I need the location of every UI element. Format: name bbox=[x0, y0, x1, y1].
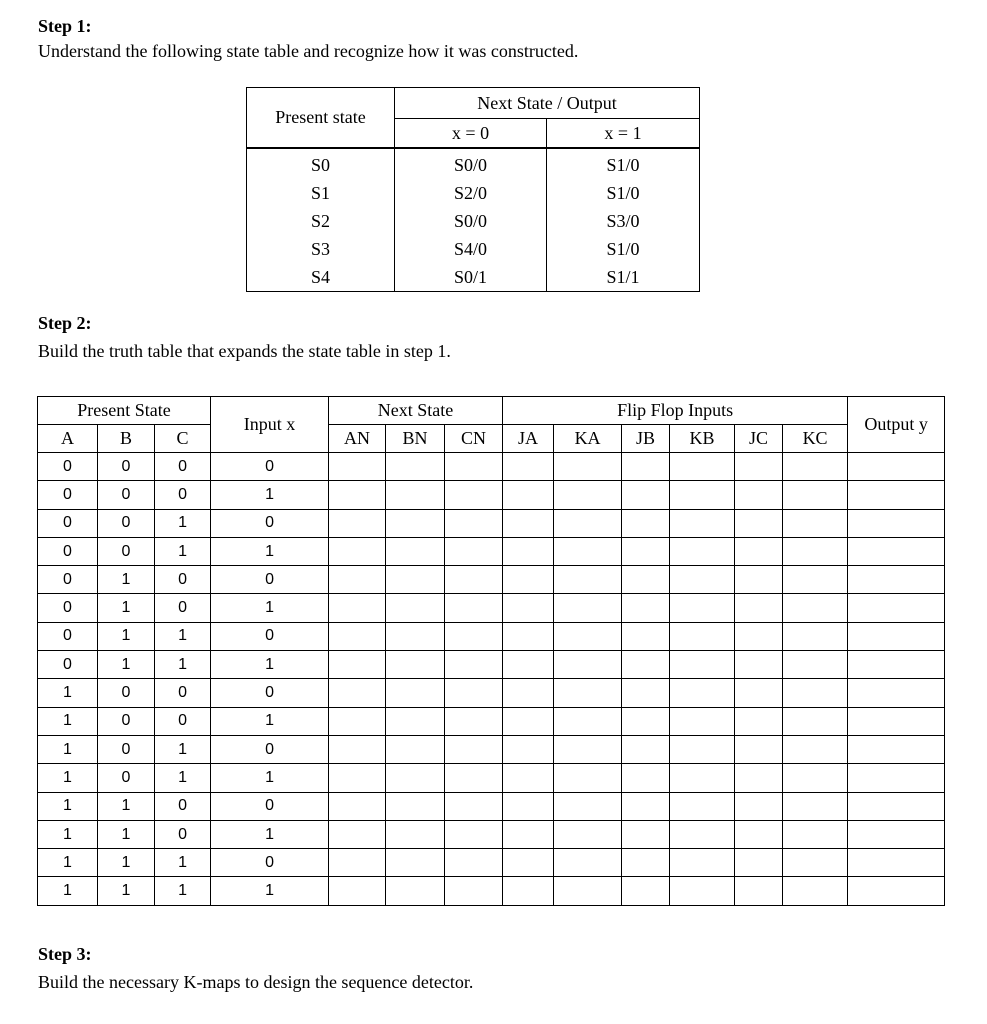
empty-cell bbox=[554, 764, 622, 792]
empty-cell bbox=[783, 735, 848, 763]
cell-c: 1 bbox=[155, 849, 211, 877]
empty-cell bbox=[503, 849, 554, 877]
cell-a: 1 bbox=[38, 764, 98, 792]
empty-cell bbox=[735, 651, 783, 679]
state-cell: S1 bbox=[247, 179, 395, 207]
cell-b: 0 bbox=[98, 481, 155, 509]
empty-cell bbox=[445, 651, 503, 679]
table-row bbox=[38, 792, 945, 820]
empty-cell bbox=[329, 594, 386, 622]
empty-cell bbox=[329, 537, 386, 565]
empty-cell bbox=[670, 481, 735, 509]
step1-text: Understand the following state table and recognize how it was constructed. bbox=[38, 41, 579, 61]
cell-b: 1 bbox=[98, 566, 155, 594]
empty-cell bbox=[783, 537, 848, 565]
state-table-row bbox=[247, 235, 700, 263]
empty-cell bbox=[445, 820, 503, 848]
empty-cell bbox=[554, 481, 622, 509]
cell-c: 0 bbox=[155, 481, 211, 509]
empty-cell bbox=[386, 481, 445, 509]
empty-cell bbox=[783, 509, 848, 537]
empty-cell bbox=[735, 594, 783, 622]
col-ja: JA bbox=[503, 425, 554, 453]
table-row bbox=[38, 764, 945, 792]
step3-text: Build the necessary K-maps to design the sequence detector. bbox=[38, 972, 474, 992]
empty-cell bbox=[622, 566, 670, 594]
empty-cell bbox=[848, 764, 945, 792]
empty-cell bbox=[329, 707, 386, 735]
empty-cell bbox=[329, 877, 386, 905]
state-table-header-x0: x = 0 bbox=[395, 119, 547, 149]
state-table-row bbox=[247, 179, 700, 207]
empty-cell bbox=[329, 566, 386, 594]
empty-cell bbox=[735, 849, 783, 877]
empty-cell bbox=[735, 764, 783, 792]
empty-cell bbox=[503, 453, 554, 481]
cell-input-x: 0 bbox=[211, 849, 329, 877]
step1-title: Step 1: bbox=[38, 16, 92, 36]
next-x0-cell: S4/0 bbox=[395, 235, 547, 263]
empty-cell bbox=[670, 537, 735, 565]
empty-cell bbox=[329, 651, 386, 679]
empty-cell bbox=[622, 877, 670, 905]
next-x1-cell: S1/0 bbox=[547, 179, 700, 207]
col-c: C bbox=[155, 425, 211, 453]
empty-cell bbox=[735, 481, 783, 509]
empty-cell bbox=[735, 537, 783, 565]
empty-cell bbox=[554, 651, 622, 679]
cell-c: 1 bbox=[155, 509, 211, 537]
empty-cell bbox=[503, 622, 554, 650]
empty-cell bbox=[622, 735, 670, 763]
empty-cell bbox=[783, 849, 848, 877]
table-row bbox=[38, 707, 945, 735]
state-table-row bbox=[247, 263, 700, 292]
empty-cell bbox=[735, 679, 783, 707]
cell-a: 1 bbox=[38, 849, 98, 877]
empty-cell bbox=[329, 820, 386, 848]
header-input-x: Input x bbox=[211, 397, 329, 453]
empty-cell bbox=[386, 764, 445, 792]
state-table-header-present: Present state bbox=[247, 88, 395, 149]
empty-cell bbox=[445, 849, 503, 877]
cell-c: 1 bbox=[155, 877, 211, 905]
empty-cell bbox=[386, 622, 445, 650]
cell-b: 1 bbox=[98, 849, 155, 877]
empty-cell bbox=[622, 792, 670, 820]
state-cell: S2 bbox=[247, 207, 395, 235]
empty-cell bbox=[386, 509, 445, 537]
empty-cell bbox=[386, 679, 445, 707]
state-table-header-x1: x = 1 bbox=[547, 119, 700, 149]
empty-cell bbox=[503, 594, 554, 622]
empty-cell bbox=[783, 481, 848, 509]
empty-cell bbox=[670, 509, 735, 537]
empty-cell bbox=[503, 481, 554, 509]
empty-cell bbox=[503, 707, 554, 735]
empty-cell bbox=[445, 537, 503, 565]
cell-b: 0 bbox=[98, 537, 155, 565]
empty-cell bbox=[386, 820, 445, 848]
empty-cell bbox=[329, 481, 386, 509]
empty-cell bbox=[783, 622, 848, 650]
empty-cell bbox=[503, 792, 554, 820]
empty-cell bbox=[783, 453, 848, 481]
empty-cell bbox=[445, 509, 503, 537]
empty-cell bbox=[622, 707, 670, 735]
empty-cell bbox=[329, 735, 386, 763]
cell-a: 0 bbox=[38, 622, 98, 650]
cell-a: 1 bbox=[38, 707, 98, 735]
empty-cell bbox=[848, 651, 945, 679]
empty-cell bbox=[445, 594, 503, 622]
cell-input-x: 0 bbox=[211, 453, 329, 481]
empty-cell bbox=[554, 792, 622, 820]
empty-cell bbox=[670, 792, 735, 820]
empty-cell bbox=[503, 509, 554, 537]
cell-input-x: 1 bbox=[211, 537, 329, 565]
empty-cell bbox=[386, 849, 445, 877]
cell-b: 0 bbox=[98, 735, 155, 763]
cell-b: 0 bbox=[98, 679, 155, 707]
empty-cell bbox=[783, 707, 848, 735]
next-x0-cell: S2/0 bbox=[395, 179, 547, 207]
empty-cell bbox=[445, 735, 503, 763]
empty-cell bbox=[386, 651, 445, 679]
header-next-state: Next State bbox=[329, 397, 503, 425]
empty-cell bbox=[622, 679, 670, 707]
table-row bbox=[38, 453, 945, 481]
empty-cell bbox=[329, 849, 386, 877]
cell-c: 1 bbox=[155, 537, 211, 565]
col-cn: CN bbox=[445, 425, 503, 453]
empty-cell bbox=[848, 707, 945, 735]
empty-cell bbox=[554, 707, 622, 735]
cell-b: 1 bbox=[98, 651, 155, 679]
next-x0-cell: S0/0 bbox=[395, 148, 547, 179]
cell-c: 1 bbox=[155, 622, 211, 650]
cell-a: 0 bbox=[38, 509, 98, 537]
cell-c: 0 bbox=[155, 707, 211, 735]
empty-cell bbox=[386, 453, 445, 481]
empty-cell bbox=[783, 594, 848, 622]
empty-cell bbox=[848, 566, 945, 594]
cell-a: 0 bbox=[38, 537, 98, 565]
cell-c: 1 bbox=[155, 764, 211, 792]
cell-c: 0 bbox=[155, 792, 211, 820]
next-x0-cell: S0/1 bbox=[395, 263, 547, 292]
empty-cell bbox=[329, 764, 386, 792]
empty-cell bbox=[503, 651, 554, 679]
empty-cell bbox=[329, 622, 386, 650]
cell-c: 1 bbox=[155, 651, 211, 679]
empty-cell bbox=[445, 764, 503, 792]
empty-cell bbox=[622, 651, 670, 679]
empty-cell bbox=[554, 679, 622, 707]
empty-cell bbox=[848, 679, 945, 707]
empty-cell bbox=[783, 679, 848, 707]
empty-cell bbox=[329, 509, 386, 537]
cell-b: 1 bbox=[98, 792, 155, 820]
empty-cell bbox=[622, 453, 670, 481]
col-kb: KB bbox=[670, 425, 735, 453]
empty-cell bbox=[329, 453, 386, 481]
empty-cell bbox=[735, 566, 783, 594]
empty-cell bbox=[554, 877, 622, 905]
empty-cell bbox=[670, 566, 735, 594]
cell-b: 1 bbox=[98, 877, 155, 905]
col-a: A bbox=[38, 425, 98, 453]
cell-input-x: 1 bbox=[211, 481, 329, 509]
step3-title: Step 3: bbox=[38, 944, 92, 964]
cell-b: 0 bbox=[98, 509, 155, 537]
col-an: AN bbox=[329, 425, 386, 453]
header-present-state: Present State bbox=[38, 397, 211, 425]
truth-table bbox=[37, 396, 945, 906]
cell-b: 1 bbox=[98, 594, 155, 622]
empty-cell bbox=[670, 622, 735, 650]
cell-input-x: 1 bbox=[211, 820, 329, 848]
empty-cell bbox=[554, 566, 622, 594]
table-row bbox=[38, 566, 945, 594]
empty-cell bbox=[783, 566, 848, 594]
truth-table-body bbox=[38, 453, 945, 906]
empty-cell bbox=[386, 566, 445, 594]
cell-input-x: 1 bbox=[211, 764, 329, 792]
empty-cell bbox=[386, 537, 445, 565]
cell-c: 1 bbox=[155, 735, 211, 763]
next-x1-cell: S3/0 bbox=[547, 207, 700, 235]
cell-input-x: 0 bbox=[211, 566, 329, 594]
empty-cell bbox=[622, 820, 670, 848]
empty-cell bbox=[735, 453, 783, 481]
cell-input-x: 1 bbox=[211, 594, 329, 622]
empty-cell bbox=[554, 849, 622, 877]
empty-cell bbox=[503, 735, 554, 763]
empty-cell bbox=[445, 877, 503, 905]
empty-cell bbox=[848, 735, 945, 763]
table-row bbox=[38, 651, 945, 679]
cell-a: 1 bbox=[38, 792, 98, 820]
cell-input-x: 0 bbox=[211, 679, 329, 707]
empty-cell bbox=[848, 622, 945, 650]
state-table-row bbox=[247, 207, 700, 235]
state-table-header-next: Next State / Output bbox=[395, 88, 700, 119]
cell-a: 0 bbox=[38, 453, 98, 481]
empty-cell bbox=[670, 594, 735, 622]
empty-cell bbox=[735, 877, 783, 905]
next-x0-cell: S0/0 bbox=[395, 207, 547, 235]
cell-a: 0 bbox=[38, 566, 98, 594]
empty-cell bbox=[554, 735, 622, 763]
table-row bbox=[38, 877, 945, 905]
empty-cell bbox=[503, 679, 554, 707]
cell-b: 0 bbox=[98, 707, 155, 735]
table-row bbox=[38, 509, 945, 537]
empty-cell bbox=[783, 877, 848, 905]
table-row bbox=[38, 481, 945, 509]
empty-cell bbox=[735, 622, 783, 650]
empty-cell bbox=[386, 594, 445, 622]
empty-cell bbox=[848, 849, 945, 877]
empty-cell bbox=[622, 537, 670, 565]
empty-cell bbox=[670, 651, 735, 679]
cell-input-x: 0 bbox=[211, 509, 329, 537]
empty-cell bbox=[503, 566, 554, 594]
cell-c: 0 bbox=[155, 566, 211, 594]
table-row bbox=[38, 820, 945, 848]
empty-cell bbox=[445, 707, 503, 735]
cell-a: 1 bbox=[38, 820, 98, 848]
empty-cell bbox=[503, 877, 554, 905]
cell-a: 1 bbox=[38, 877, 98, 905]
table-row bbox=[38, 594, 945, 622]
empty-cell bbox=[670, 707, 735, 735]
cell-input-x: 1 bbox=[211, 707, 329, 735]
empty-cell bbox=[622, 849, 670, 877]
empty-cell bbox=[622, 622, 670, 650]
empty-cell bbox=[783, 820, 848, 848]
empty-cell bbox=[503, 537, 554, 565]
cell-c: 0 bbox=[155, 679, 211, 707]
cell-input-x: 0 bbox=[211, 792, 329, 820]
cell-c: 0 bbox=[155, 453, 211, 481]
cell-b: 1 bbox=[98, 622, 155, 650]
empty-cell bbox=[670, 764, 735, 792]
header-output-y: Output y bbox=[848, 397, 945, 453]
empty-cell bbox=[622, 481, 670, 509]
cell-c: 0 bbox=[155, 594, 211, 622]
cell-a: 0 bbox=[38, 594, 98, 622]
col-jc: JC bbox=[735, 425, 783, 453]
empty-cell bbox=[848, 481, 945, 509]
empty-cell bbox=[329, 792, 386, 820]
empty-cell bbox=[670, 735, 735, 763]
empty-cell bbox=[735, 735, 783, 763]
empty-cell bbox=[554, 594, 622, 622]
table-row bbox=[38, 537, 945, 565]
empty-cell bbox=[445, 679, 503, 707]
empty-cell bbox=[622, 594, 670, 622]
empty-cell bbox=[386, 792, 445, 820]
empty-cell bbox=[554, 622, 622, 650]
cell-c: 0 bbox=[155, 820, 211, 848]
empty-cell bbox=[848, 509, 945, 537]
empty-cell bbox=[445, 622, 503, 650]
empty-cell bbox=[848, 792, 945, 820]
state-table bbox=[246, 87, 700, 292]
empty-cell bbox=[848, 820, 945, 848]
next-x1-cell: S1/0 bbox=[547, 235, 700, 263]
state-table-row bbox=[247, 148, 700, 179]
cell-b: 0 bbox=[98, 453, 155, 481]
table-row bbox=[38, 679, 945, 707]
empty-cell bbox=[329, 679, 386, 707]
state-cell: S4 bbox=[247, 263, 395, 292]
empty-cell bbox=[554, 820, 622, 848]
step2-title: Step 2: bbox=[38, 313, 92, 333]
cell-b: 1 bbox=[98, 820, 155, 848]
col-ka: KA bbox=[554, 425, 622, 453]
empty-cell bbox=[445, 566, 503, 594]
empty-cell bbox=[848, 537, 945, 565]
empty-cell bbox=[503, 820, 554, 848]
empty-cell bbox=[670, 679, 735, 707]
table-row bbox=[38, 735, 945, 763]
empty-cell bbox=[670, 820, 735, 848]
next-x1-cell: S1/0 bbox=[547, 148, 700, 179]
empty-cell bbox=[386, 707, 445, 735]
step2-text: Build the truth table that expands the state table in step 1. bbox=[38, 341, 451, 361]
empty-cell bbox=[783, 764, 848, 792]
empty-cell bbox=[554, 509, 622, 537]
empty-cell bbox=[735, 820, 783, 848]
empty-cell bbox=[848, 594, 945, 622]
empty-cell bbox=[848, 877, 945, 905]
cell-a: 0 bbox=[38, 651, 98, 679]
empty-cell bbox=[735, 792, 783, 820]
cell-input-x: 1 bbox=[211, 877, 329, 905]
empty-cell bbox=[445, 453, 503, 481]
table-row bbox=[38, 622, 945, 650]
next-x1-cell: S1/1 bbox=[547, 263, 700, 292]
col-bn: BN bbox=[386, 425, 445, 453]
col-b: B bbox=[98, 425, 155, 453]
header-flip-flop-inputs: Flip Flop Inputs bbox=[503, 397, 848, 425]
cell-input-x: 1 bbox=[211, 651, 329, 679]
cell-a: 1 bbox=[38, 735, 98, 763]
empty-cell bbox=[503, 764, 554, 792]
empty-cell bbox=[622, 764, 670, 792]
empty-cell bbox=[848, 453, 945, 481]
state-cell: S3 bbox=[247, 235, 395, 263]
empty-cell bbox=[445, 481, 503, 509]
empty-cell bbox=[783, 792, 848, 820]
table-row bbox=[38, 849, 945, 877]
empty-cell bbox=[670, 877, 735, 905]
empty-cell bbox=[670, 453, 735, 481]
empty-cell bbox=[554, 537, 622, 565]
col-kc: KC bbox=[783, 425, 848, 453]
cell-a: 0 bbox=[38, 481, 98, 509]
empty-cell bbox=[735, 707, 783, 735]
cell-a: 1 bbox=[38, 679, 98, 707]
empty-cell bbox=[445, 792, 503, 820]
empty-cell bbox=[670, 849, 735, 877]
cell-b: 0 bbox=[98, 764, 155, 792]
empty-cell bbox=[783, 651, 848, 679]
cell-input-x: 0 bbox=[211, 735, 329, 763]
cell-input-x: 0 bbox=[211, 622, 329, 650]
empty-cell bbox=[386, 735, 445, 763]
empty-cell bbox=[554, 453, 622, 481]
col-jb: JB bbox=[622, 425, 670, 453]
empty-cell bbox=[622, 509, 670, 537]
empty-cell bbox=[735, 509, 783, 537]
empty-cell bbox=[386, 877, 445, 905]
state-cell: S0 bbox=[247, 148, 395, 179]
